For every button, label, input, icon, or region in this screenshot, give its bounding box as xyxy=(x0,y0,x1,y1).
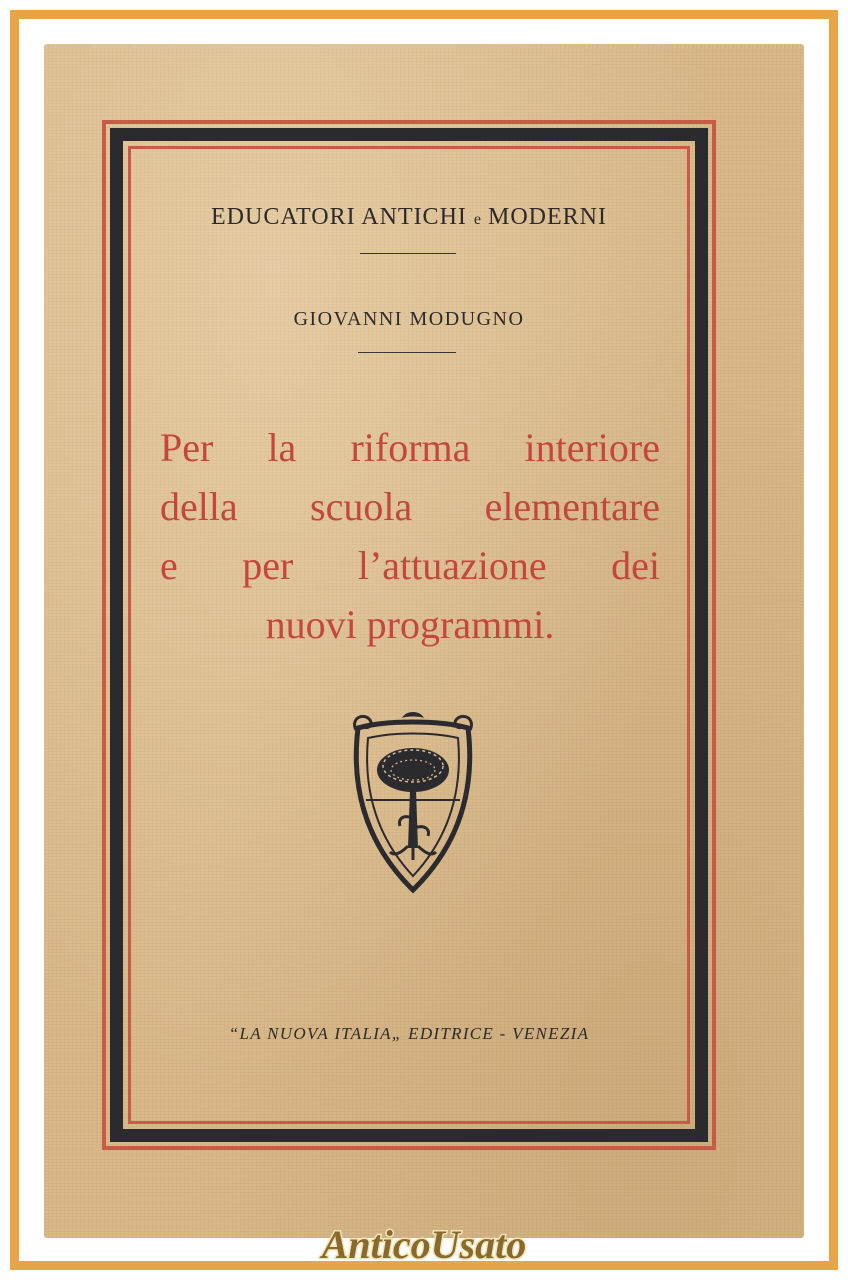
shield-tree-emblem-icon xyxy=(346,708,480,894)
series-title-part1: EDUCATORI ANTICHI xyxy=(211,204,467,230)
book-title-line: Per la riforma interiore xyxy=(160,425,660,470)
book-title xyxy=(160,418,660,654)
book-title-line: nuovi programmi. xyxy=(265,602,555,647)
book-title-line: e per l’attuazione dei xyxy=(160,543,660,588)
series-title-part2: MODERNI xyxy=(488,204,607,230)
book-title-line: della scuola elementare xyxy=(160,484,660,529)
divider-rule xyxy=(358,352,456,353)
divider-rule xyxy=(360,253,456,254)
series-title-conjunction: e xyxy=(473,211,481,228)
author-name: GIOVANNI MODUGNO xyxy=(293,308,525,330)
svg-text:AnticoUsato: AnticoUsato xyxy=(321,1222,527,1267)
publisher-imprint: “LA NUOVA ITALIA„ EDITRICE - VENEZIA xyxy=(228,1024,590,1043)
series-title xyxy=(140,204,678,231)
anticousato-watermark-logo xyxy=(224,1216,624,1272)
